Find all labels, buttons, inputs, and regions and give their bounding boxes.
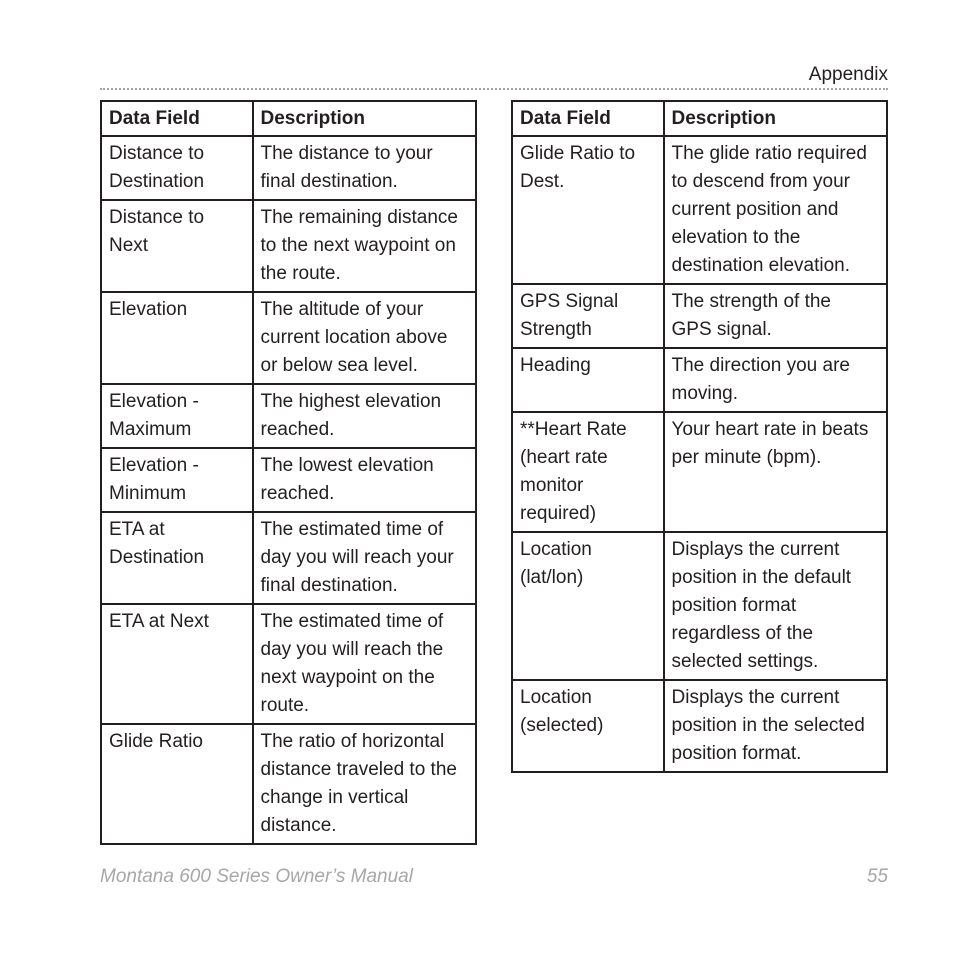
data-fields-table-left xyxy=(100,100,477,845)
table-row xyxy=(512,284,887,348)
cell-field: ETA at Destination xyxy=(101,512,253,604)
cell-field: **Heart Rate (heart rate monitor required) xyxy=(512,412,664,532)
table-row xyxy=(101,136,476,200)
cell-description: Displays the current position in the default position format regardless of the selected settings. xyxy=(664,532,888,680)
cell-description: The altitude of your current location above or below sea level. xyxy=(253,292,477,384)
cell-field: Elevation - Maximum xyxy=(101,384,253,448)
table-row xyxy=(512,680,887,772)
table-row xyxy=(512,136,887,284)
table-row xyxy=(101,724,476,844)
table-row xyxy=(101,604,476,724)
cell-description: The lowest elevation reached. xyxy=(253,448,477,512)
cell-description: The direction you are moving. xyxy=(664,348,888,412)
cell-description: The estimated time of day you will reach the next waypoint on the route. xyxy=(253,604,477,724)
table-row xyxy=(512,348,887,412)
table-row xyxy=(101,200,476,292)
table-header-row xyxy=(512,101,887,136)
left-column xyxy=(100,100,477,845)
section-header: Appendix xyxy=(808,64,888,85)
column-header-data-field: Data Field xyxy=(101,101,253,136)
cell-field: Elevation - Minimum xyxy=(101,448,253,512)
cell-description: Your heart rate in beats per minute (bpm). xyxy=(664,412,888,532)
cell-field: Location (lat/lon) xyxy=(512,532,664,680)
cell-description: Displays the current position in the selected position format. xyxy=(664,680,888,772)
table-row xyxy=(101,512,476,604)
page-number: 55 xyxy=(866,866,888,887)
table-row xyxy=(512,532,887,680)
cell-description: The ratio of horizontal distance traveled to the change in vertical distance. xyxy=(253,724,477,844)
cell-field: Elevation xyxy=(101,292,253,384)
cell-field: Glide Ratio xyxy=(101,724,253,844)
cell-field: Glide Ratio to Dest. xyxy=(512,136,664,284)
cell-field: ETA at Next xyxy=(101,604,253,724)
cell-description: The estimated time of day you will reach your final destination. xyxy=(253,512,477,604)
table-header-row xyxy=(101,101,476,136)
table-row xyxy=(512,412,887,532)
right-column xyxy=(511,100,888,773)
page-footer xyxy=(100,866,888,888)
cell-field: Distance to Destination xyxy=(101,136,253,200)
cell-field: Heading xyxy=(512,348,664,412)
cell-description: The distance to your final destination. xyxy=(253,136,477,200)
data-fields-table-right xyxy=(511,100,888,773)
column-header-description: Description xyxy=(664,101,888,136)
tables-area xyxy=(100,100,888,845)
column-header-data-field: Data Field xyxy=(512,101,664,136)
table-row xyxy=(101,384,476,448)
cell-description: The highest elevation reached. xyxy=(253,384,477,448)
cell-description: The glide ratio required to descend from your current position and elevation to the destination elevation. xyxy=(664,136,888,284)
table-row xyxy=(101,448,476,512)
manual-title: Montana 600 Series Owner’s Manual xyxy=(100,866,413,887)
cell-description: The strength of the GPS signal. xyxy=(664,284,888,348)
table-row xyxy=(101,292,476,384)
cell-field: GPS Signal Strength xyxy=(512,284,664,348)
cell-field: Location (selected) xyxy=(512,680,664,772)
column-header-description: Description xyxy=(253,101,477,136)
cell-field: Distance to Next xyxy=(101,200,253,292)
header-dotted-rule xyxy=(100,88,888,90)
cell-description: The remaining distance to the next waypoint on the route. xyxy=(253,200,477,292)
